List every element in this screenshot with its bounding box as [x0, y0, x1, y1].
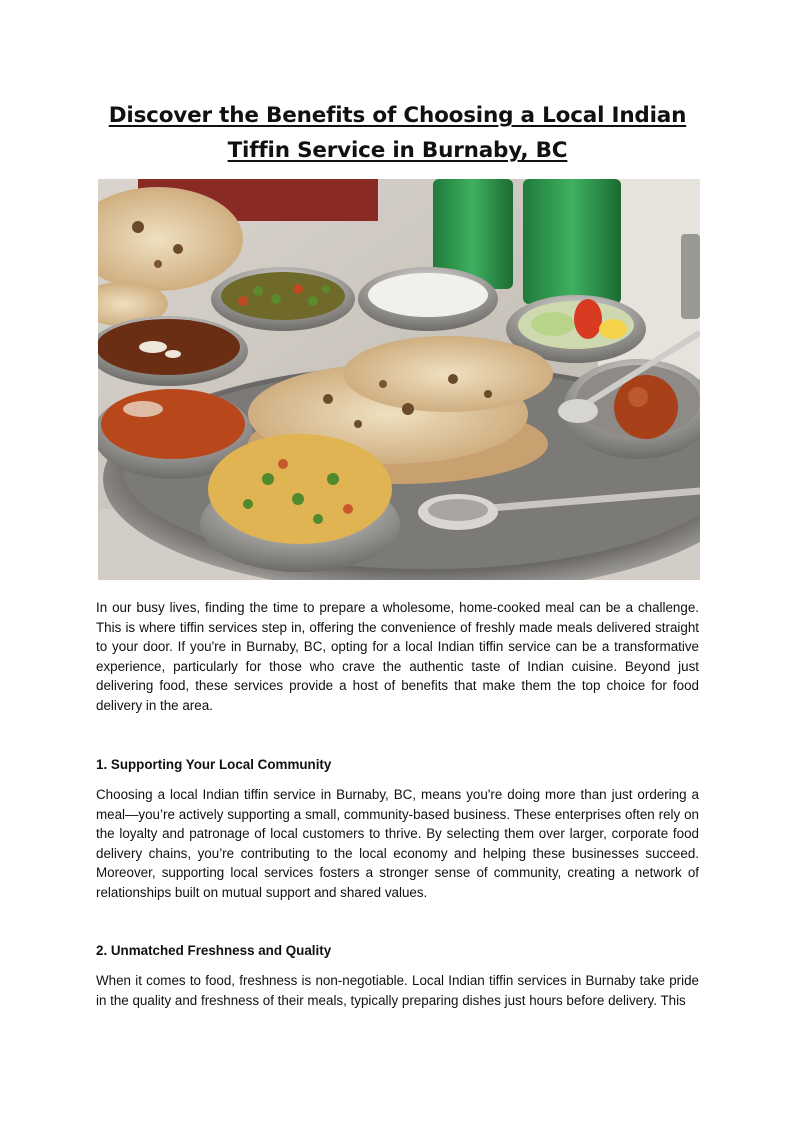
section-paragraph: When it comes to food, freshness is non-negotiable. Local Indian tiffin services in Burnaby take pride in the quality and freshness of their meals, typically preparing dishes just hours before delivery. This — [96, 973, 699, 1008]
page-title: Discover the Benefits of Choosing a Local Indian Tiffin Service in Burnaby, BC — [108, 103, 687, 163]
intro-paragraph: In our busy lives, finding the time to prepare a wholesome, home-cooked meal can be a challenge. This is where tiffin services step in, offering the convenience of freshly made meals delivered straight to your door. If you're in Burnaby, BC, opting for a local Indian tiffin service can be a transformative experience, particularly for those who crave the authentic taste of Indian cuisine. Beyond just delivering food, these services provide a host of benefits that make them the top choice for food delivery in the area. — [96, 600, 699, 713]
thali-photo-icon — [98, 179, 700, 580]
section-heading: 1. Supporting Your Local Community — [96, 757, 332, 772]
section-heading: 2. Unmatched Freshness and Quality — [96, 943, 332, 958]
section-paragraph: Choosing a local Indian tiffin service in Burnaby, BC, means you're doing more than just ordering a meal—you’re actively supporting a small, community-based business. These enterprises often rely on the loyalty and patronage of local customers to thrive. By selecting them over larger, corporate food delivery chains, you’re contributing to the local economy and helping these businesses succeed. Moreover, supporting local services fosters a stronger sense of community, creating a network of relationships built on mutual support and shared values. — [96, 787, 699, 900]
thali-photo — [98, 179, 700, 580]
